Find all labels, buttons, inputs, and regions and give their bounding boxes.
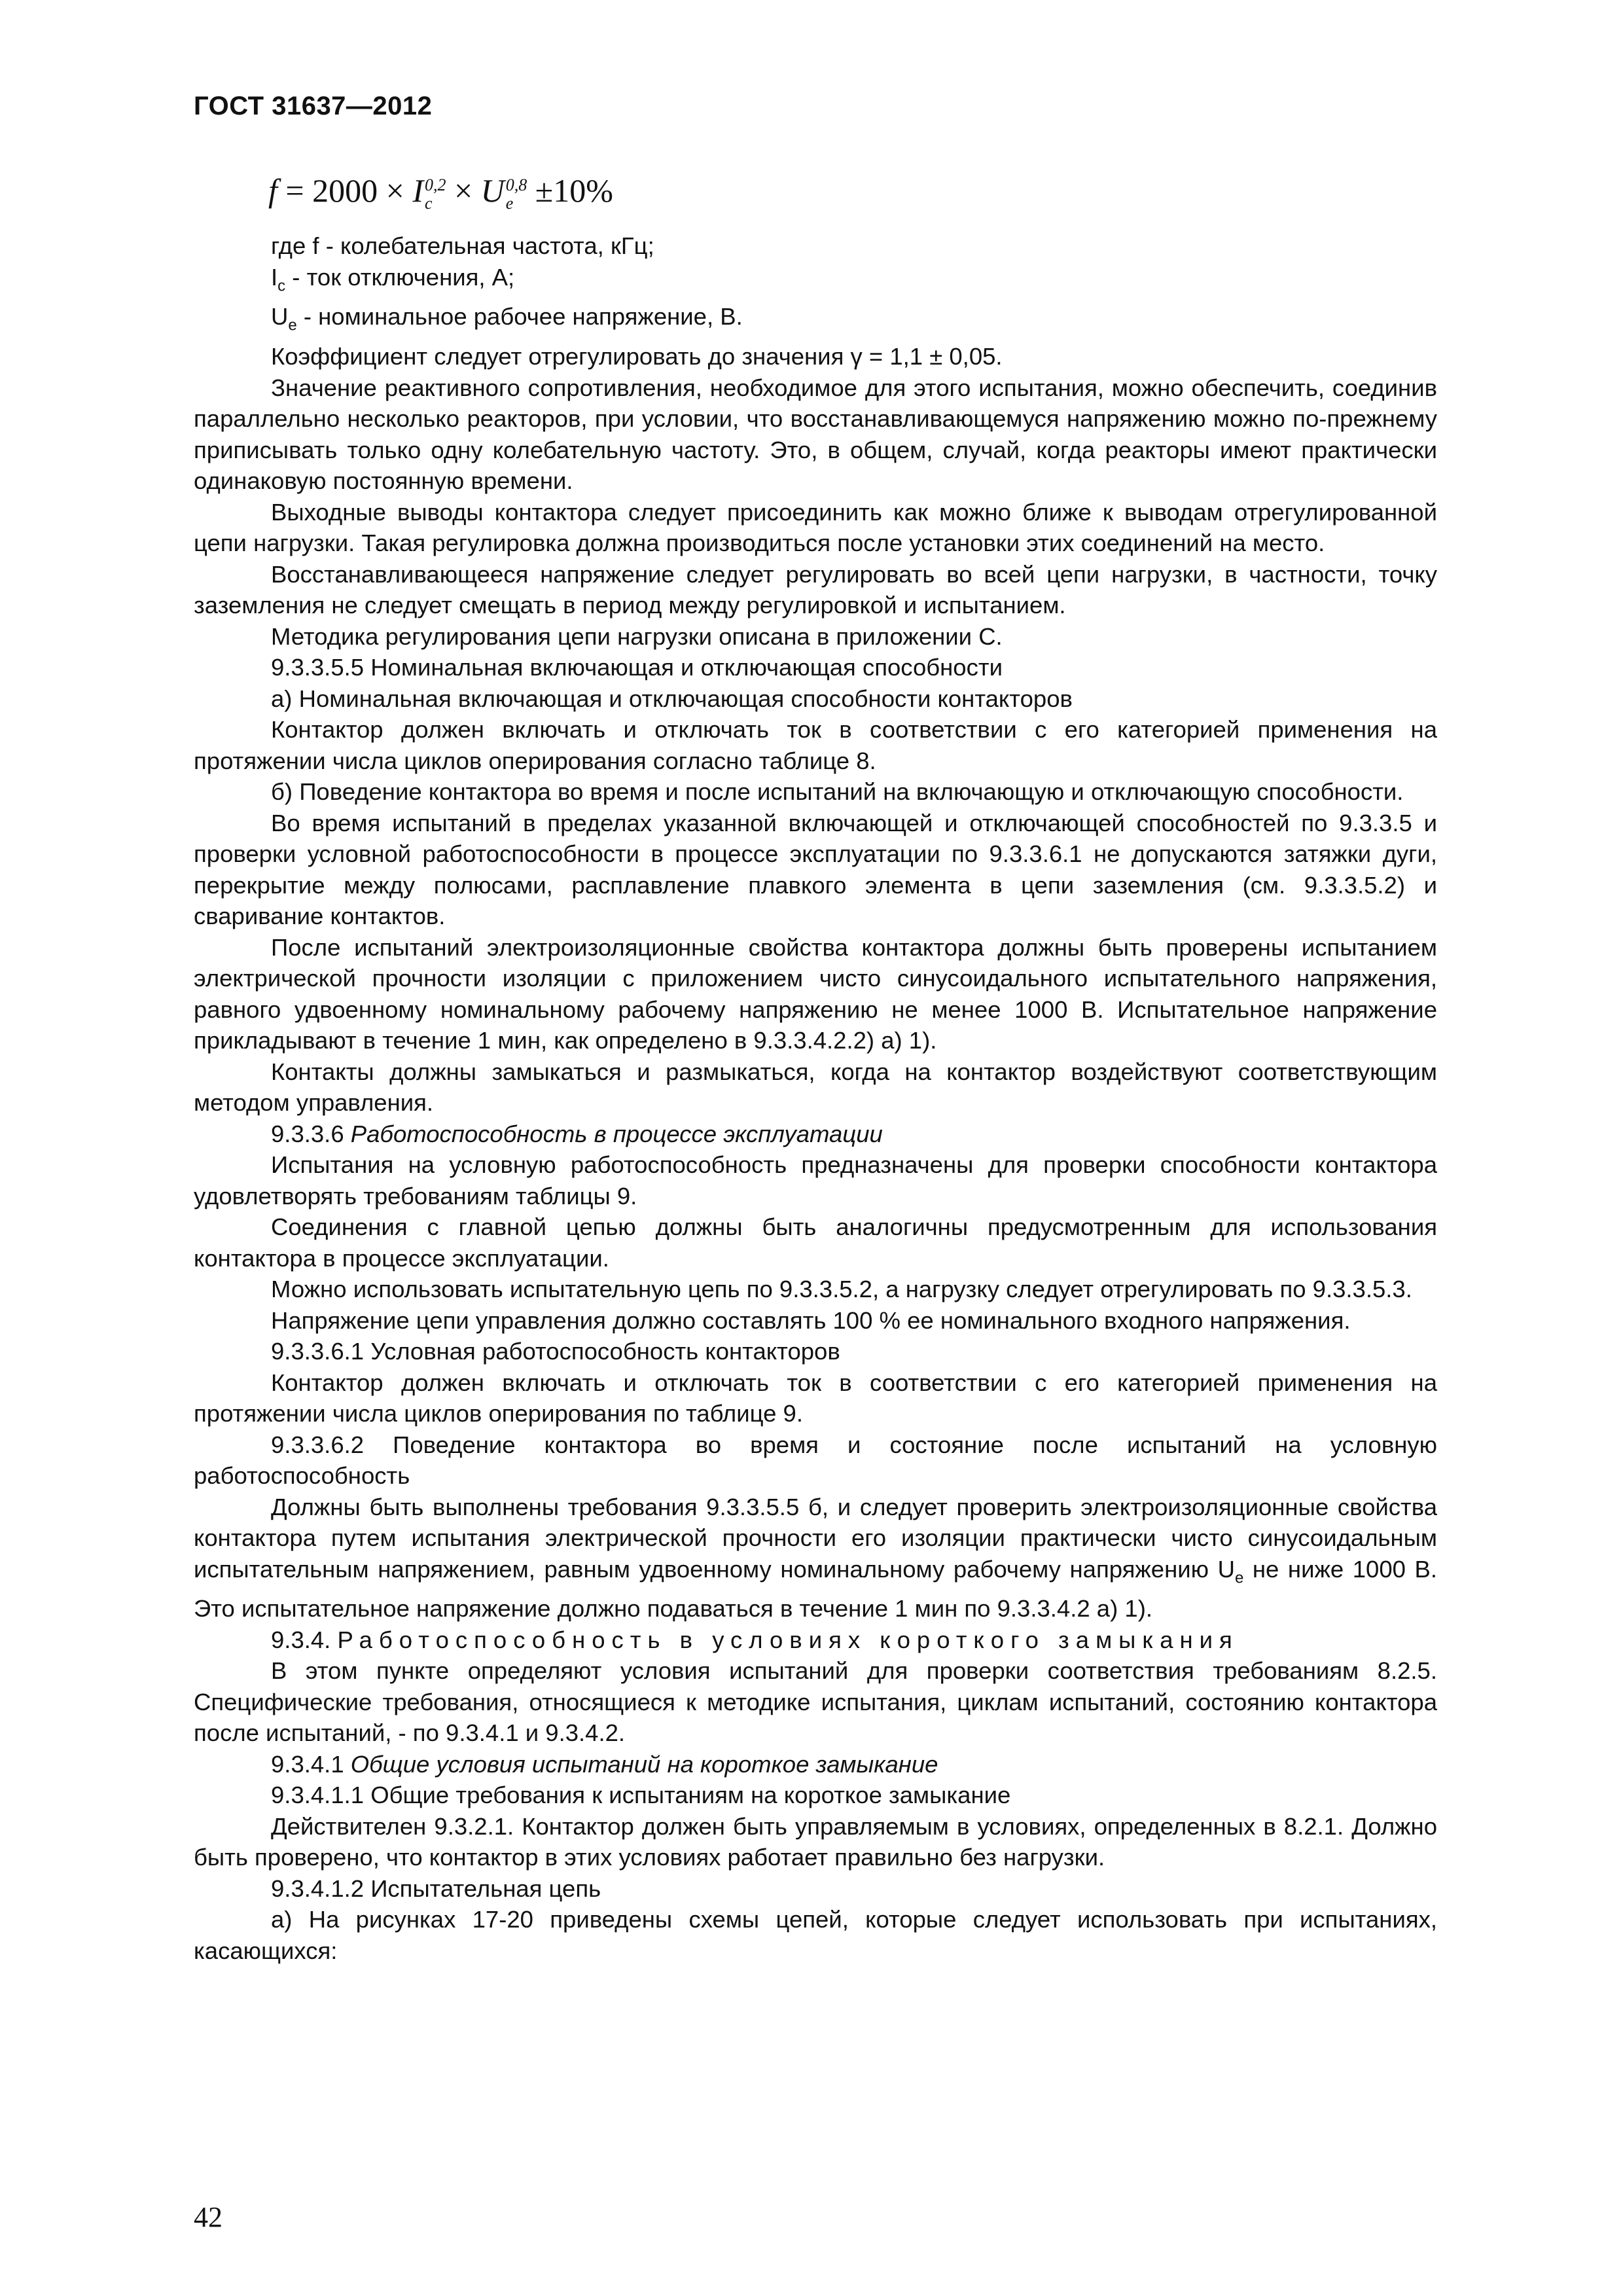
- paragraph: б) Поведение контактора во время и после испытаний на включающую и отключающую способности.: [271, 778, 1404, 806]
- paragraph: Соединения с главной цепью должны быть аналогичны предусмотренным для использования контактора в процессе эксплуатации.: [194, 1213, 1437, 1272]
- paragraph: $U_e$ - номинальное рабочее напряжение, В.: [271, 303, 743, 334]
- paragraph: Методика регулирования цепи нагрузки описана в приложении С.: [271, 622, 1003, 650]
- section-heading: 9.3.3.6.2 Поведение контактора во время и состояние после испытаний на условную работоспособность: [194, 1431, 1437, 1490]
- formula-u-sub: e: [505, 193, 514, 213]
- paragraph: Коэффициент следует отрегулировать до значения γ = 1,1 ± 0,05.: [271, 343, 1003, 370]
- section-heading: 9.3.4.1.1 Общие требования к испытаниям на короткое замыкание: [271, 1782, 1011, 1809]
- paragraph: Значение реактивного сопротивления, необходимое для этого испытания, можно обеспечить, соединив параллельно несколько реакторов, при условии, что восстанавливающемуся напряжению можно по-прежнему приписывать только одну колебательную частоту. Это, в общем, случай, когда реакторы имеют практически одинаковую постоянную времени.: [194, 374, 1437, 495]
- paragraph: Должны быть выполнены требования 9.3.3.5.5 б, и следует проверить электроизоляционные свойства контактора путем испытания электрической прочности его изоляции практически чисто синусоидальным испытательным напряжением, равным удвоенному номинальному рабочему напряжению $U_e$ не ниже 1000 В. Это испытательное напряжение должно подаваться в течение 1 мин по 9.3.3.4.2 а) 1).: [194, 1493, 1438, 1623]
- section-heading: 9.3.3.6 Работоспособность в процессе эксплуатации: [271, 1120, 883, 1147]
- formula-u-scripts: [506, 176, 527, 213]
- section-heading: 9.3.3.6.1 Условная работоспособность контакторов: [271, 1338, 840, 1365]
- paragraph: В этом пункте определяют условия испытаний для проверки соответствия требованиям 8.2.5. Специфические требования, относящиеся к методике испытания, циклам испытаний, состоянию контактора после испытаний, - по 9.3.4.1 и 9.3.4.2.: [194, 1657, 1437, 1747]
- paragraph: а) Номинальная включающая и отключающая способности контакторов: [271, 685, 1073, 712]
- paragraph: где f - колебательная частота, кГц;: [271, 232, 654, 259]
- paragraph: Контакты должны замыкаться и размыкаться, когда на контактор воздействуют соответствующим методом управления.: [194, 1058, 1437, 1117]
- paragraph: Можно использовать испытательную цепь по 9.3.3.5.2, а нагрузку следует отрегулировать по 9.3.3.5.3.: [271, 1276, 1412, 1303]
- section-heading: 9.3.3.5.5 Номинальная включающая и отключающая способности: [271, 654, 1003, 681]
- section-heading: 9.3.4.1.2 Испытательная цепь: [271, 1874, 601, 1902]
- paragraph: После испытаний электроизоляционные свойства контактора должны быть проверены испытанием электрической прочности изоляции с приложением чисто синусоидального испытательного напряжения, равного удвоенному номинальному рабочему напряжению не менее 1000 В. Испытательное напряжение прикладывают в течение 1 мин, как определено в 9.3.3.4.2.2) а) 1).: [194, 933, 1437, 1054]
- formula-i-sup: 0,2: [424, 175, 446, 194]
- document-body: [194, 230, 1437, 1966]
- formula-eq: = 2000 ×: [285, 172, 404, 209]
- paragraph: Восстанавливающееся напряжение следует регулировать во всей цепи нагрузки, в частности, точку заземления не следует смещать в период между регулировкой и испытанием.: [194, 560, 1437, 619]
- formula-u-sup: 0,8: [505, 175, 527, 194]
- formula-times: ×: [454, 172, 473, 209]
- formula-i-sub: c: [424, 193, 433, 213]
- document-header: ГОСТ 31637—2012: [194, 92, 433, 120]
- frequency-formula: [268, 171, 613, 213]
- paragraph: а) На рисунках 17-20 приведены схемы цепей, которые следует использовать при испытаниях, касающихся:: [194, 1906, 1437, 1964]
- paragraph: Действителен 9.3.2.1. Контактор должен быть управляемым в условиях, определенных в 8.2.1. Должно быть проверено, что контактор в этих условиях работает правильно без нагрузки.: [194, 1812, 1437, 1871]
- paragraph: Контактор должен включать и отключать ток в соответствии с его категорией применения на протяжении числа циклов оперирования по таблице 9.: [194, 1369, 1437, 1427]
- section-heading: 9.3.4.1 Общие условия испытаний на короткое замыкание: [271, 1750, 938, 1778]
- formula-lhs: f: [268, 172, 277, 209]
- paragraph: Испытания на условную работоспособность предназначены для проверки способности контактора удовлетворять требованиям таблицы 9.: [194, 1151, 1437, 1210]
- section-heading: 9.3.4. Работоспособность в условиях короткого замыкания: [271, 1626, 1239, 1653]
- formula-tolerance: ±10%: [535, 172, 613, 209]
- formula-i-scripts: [425, 176, 446, 213]
- paragraph: Контактор должен включать и отключать ток в соответствии с его категорией применения на протяжении числа циклов оперирования согласно таблице 8.: [194, 716, 1437, 774]
- paragraph: Выходные выводы контактора следует присоединить как можно ближе к выводам отрегулированной цепи нагрузки. Такая регулировка должна производиться после установки этих соединений на место.: [194, 498, 1437, 557]
- formula-u: U: [480, 172, 505, 209]
- paragraph: Во время испытаний в пределах указанной включающей и отключающей способностей по 9.3.3.5 и проверки условной работоспособности в процессе эксплуатации по 9.3.3.6.1 не допускаются затяжки дуги, перекрытие между полюсами, расплавление плавкого элемента в цепи заземления (см. 9.3.3.5.2) и сваривание контактов.: [194, 809, 1437, 930]
- formula-i: I: [412, 172, 423, 209]
- paragraph: $I_c$ - ток отключения, А;: [271, 263, 515, 295]
- paragraph: Напряжение цепи управления должно составлять 100 % ее номинального входного напряжения.: [271, 1306, 1351, 1334]
- page-number: 42: [194, 2201, 223, 2233]
